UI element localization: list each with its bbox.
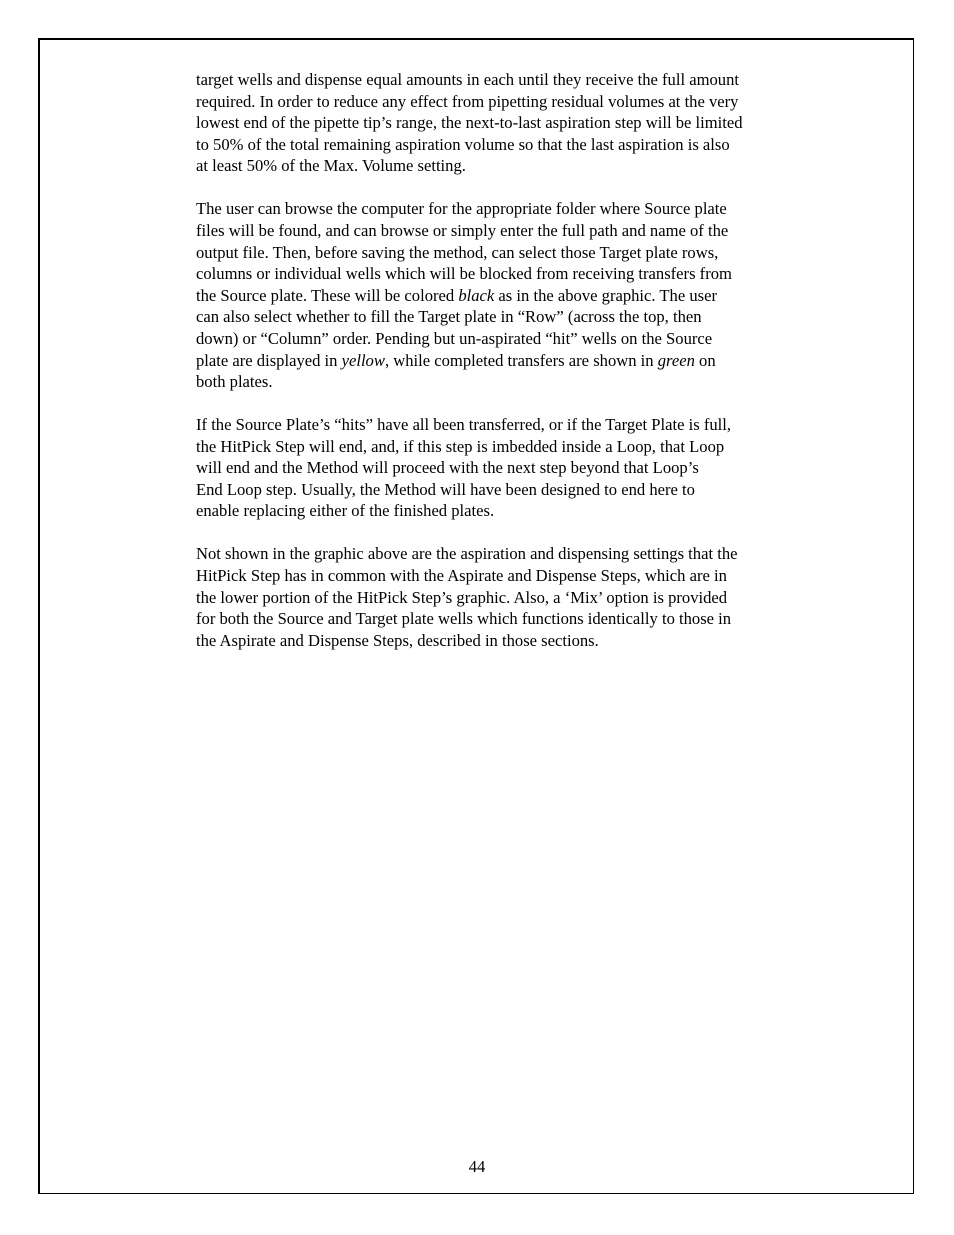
paragraph-browse-and-colors xyxy=(196,198,828,392)
paragraph-text-segment: as in the above graphic. The user can also select whether to fill the Target plate in “Row” (across the top, then down) or “Column” order. Pending but un-aspirated “hit” wells on the Source plate are displayed in xyxy=(196,285,717,370)
body-text xyxy=(196,69,828,673)
paragraph-mix-option: Not shown in the graphic above are the aspiration and dispensing settings that the HitPick Step has in common with the Aspirate and Dispense Steps, which are in the lower portion of the HitPick Step’s graphic. Also, a ‘Mix’ option is provided for both the Source and Target plate wells which functions identically to those in the Aspirate and Dispense Steps, described in those sections. xyxy=(196,544,738,650)
italic-color-yellow: yellow xyxy=(341,350,385,370)
italic-color-green: green xyxy=(657,350,695,370)
paragraph-step-end: If the Source Plate’s “hits” have all been transferred, or if the Target Plate is full, the HitPick Step will end, and, if this step is imbedded inside a Loop, that Loop will end and the Method will proceed with the next step beyond that Loop’s End Loop step. Usually, the Method will have been designed to end here to enable replacing either of the finished plates. xyxy=(196,415,732,521)
paragraph-text-segment: The user can browse the computer for the appropriate folder where Source plate files will be found, and can browse or simply enter the full path and name of the output file. Then, before saving the method, can select those Target plate rows, columns or individual wells which will be blocked from receiving transfers from the Source plate. These will be colored xyxy=(196,199,732,305)
italic-color-black: black xyxy=(458,285,495,305)
paragraph-pipetting-limits: target wells and dispense equal amounts in each until they receive the full amount required. In order to reduce any effect from pipetting residual volumes at the very lowest end of the pipette tip’s range, the next-to-last aspiration step will be limited to 50% of the total remaining aspiration volume so that the last aspiration is also at least 50% of the Max. Volume setting. xyxy=(196,70,743,176)
page-number: 44 xyxy=(468,1157,486,1176)
paragraph-text-segment: , while completed transfers are shown in xyxy=(384,350,658,370)
paragraph-text-segment: on both plates. xyxy=(196,350,716,392)
